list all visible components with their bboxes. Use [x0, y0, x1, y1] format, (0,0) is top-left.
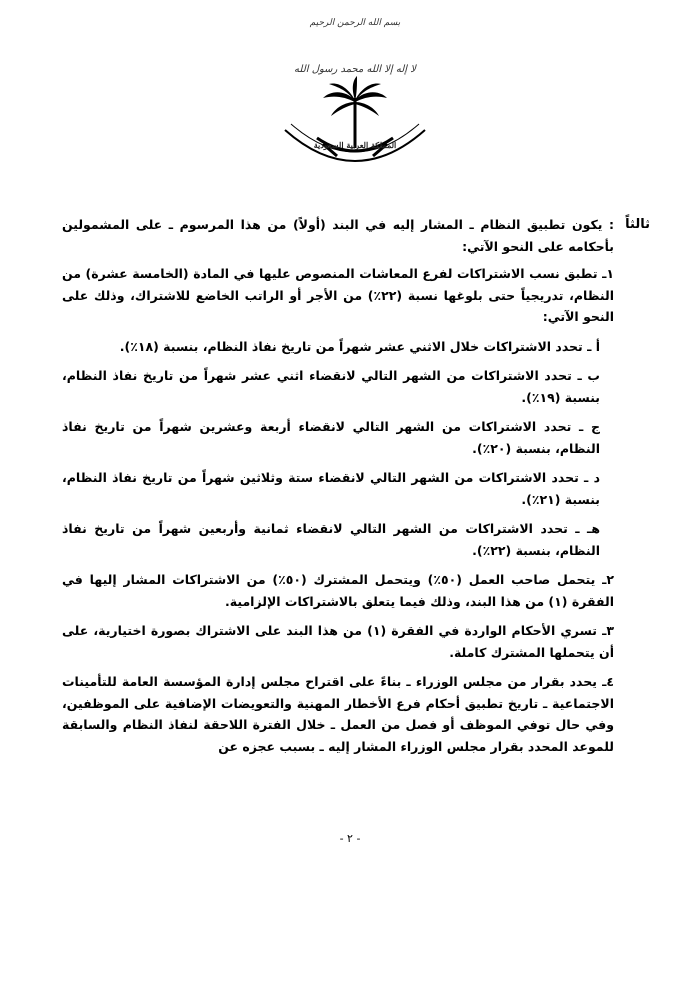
basmala-header: [300, 10, 410, 36]
sub-item-c: ج ـ تحدد الاشتراكات من الشهر التالي لانقضاء أربعة وعشرين شهراً من تاريخ نفاذ النظام، بنسبة (٢٠٪).: [62, 419, 600, 456]
sub-item-d: د ـ تحدد الاشتراكات من الشهر التالي لانقضاء ستة وثلاثين شهراً من تاريخ نفاذ النظام، بنسبة (٢١٪).: [62, 470, 600, 507]
sub-item-a: أ ـ تحدد الاشتراكات خلال الاثني عشر شهراً من تاريخ نفاذ النظام، بنسبة (١٨٪).: [119, 338, 600, 354]
clause-intro: : يكون تطبيق النظام ـ المشار إليه في البند (أولاً) من هذا المرسوم ـ على المشمولين بأحكامه على النحو الآتي:: [62, 217, 614, 254]
document-body: [62, 214, 650, 765]
sub-item-e: هـ ـ تحدد الاشتراكات من الشهر التالي لانقضاء ثمانية وأربعين شهراً من تاريخ نفاذ النظام، بنسبة (٢٢٪).: [62, 521, 600, 558]
clause-content: [62, 214, 614, 765]
emblem-ribbon-text: المملكة العربية السعودية: [313, 140, 397, 150]
item-1: ١ـ تطبق نسب الاشتراكات لفرع المعاشات المنصوص عليها في المادة (الخامسة عشرة) من النظام، تدريجياً حتى بلوغها نسبة (٢٢٪) من الأجر أو الراتب الخاضع للاشتراك، وذلك على النحو الآتي:: [62, 266, 614, 324]
item-4: ٤ـ يحدد بقرار من مجلس الوزراء ـ بناءً على اقتراح مجلس إدارة المؤسسة العامة للتأمينات الاجتماعية ـ تاريخ تطبيق أحكام فرع الأخطار المهنية والتعويضات الإضافية على الموظفين، وفي حال توفي الموظف أو فصل من العمل ـ خلال الفترة اللاحقة لنفاذ النظام والسابقة للموعد المحدد بقرار مجلس الوزراء المشار إليه ـ بسبب عجزه عن: [62, 674, 614, 754]
sub-item-b: ب ـ تحدد الاشتراكات من الشهر التالي لانقضاء اثني عشر شهراً من تاريخ نفاذ النظام، بنسبة (١٩٪).: [62, 368, 600, 405]
basmala-text: بسم الله الرحمن الرحيم: [309, 18, 401, 28]
saudi-emblem-icon: [265, 40, 445, 180]
clause-third: [62, 214, 650, 765]
clause-label: ثالثاً: [625, 217, 650, 232]
item-3: ٣ـ تسري الأحكام الواردة في الفقرة (١) من هذا البند على الاشتراك بصورة اختيارية، على أن يتحملها المشترك كاملة.: [62, 623, 614, 660]
item-2: ٢ـ يتحمل صاحب العمل (٥٠٪) ويتحمل المشترك (٥٠٪) من الاشتراكات المشار إليها في الفقرة (١) من هذا البند، وذلك فيما يتعلق بالاشتراكات الإلزامية.: [62, 572, 614, 609]
shahada-text: لا إله إلا الله محمد رسول الله: [294, 64, 416, 75]
page-number: - ٢ -: [339, 832, 361, 845]
